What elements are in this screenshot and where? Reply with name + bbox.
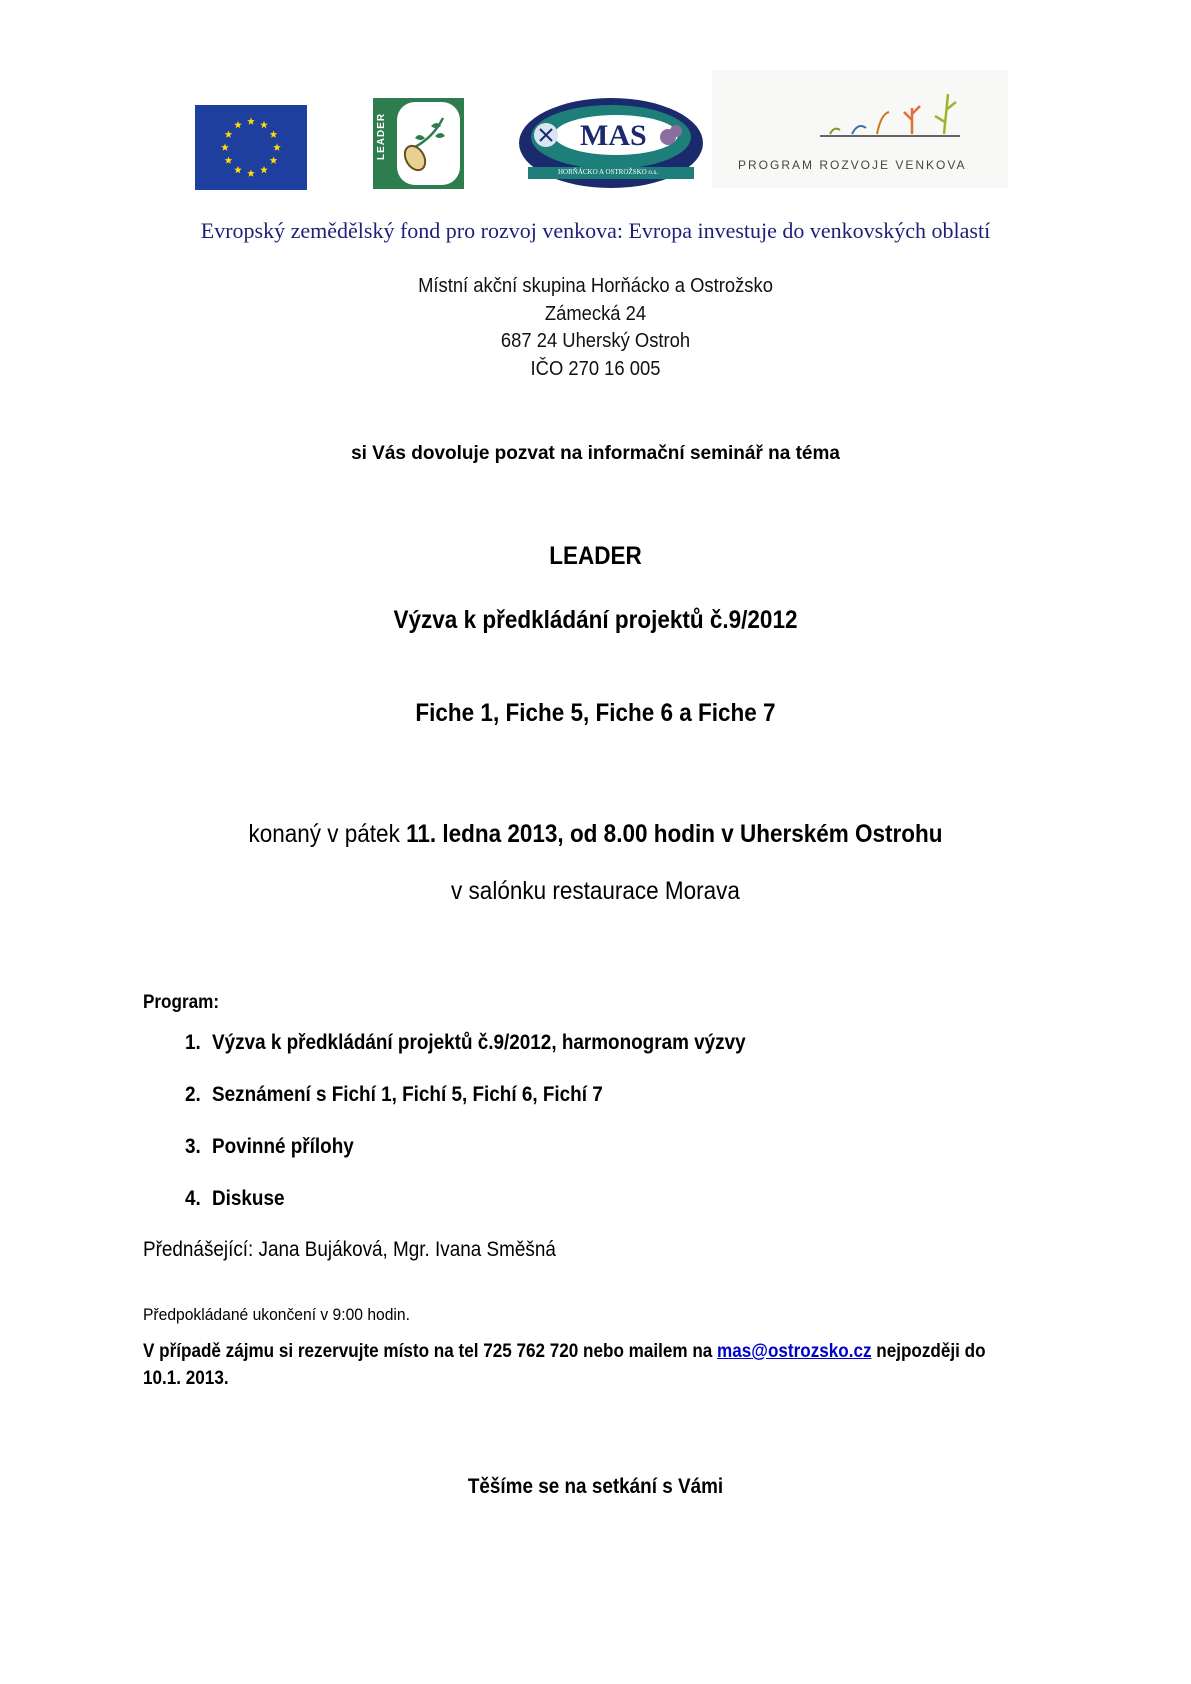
program-item-number: 2.	[185, 1083, 201, 1106]
program-item-number: 4.	[185, 1187, 201, 1210]
program-item	[185, 1083, 603, 1107]
organization-street: Zámecká 24	[544, 303, 647, 325]
mas-logo	[518, 97, 704, 189]
organization-city: 687 24 Uherský Ostroh	[500, 330, 691, 352]
organization-name: Místní akční skupina Horňácko a Ostrožsko	[418, 275, 773, 297]
leader-vertical-text: LEADER	[376, 112, 387, 160]
eu-flag-icon	[195, 105, 307, 190]
fiche-title: Fiche 1, Fiche 5, Fiche 6 a Fiche 7	[415, 699, 776, 727]
lecturers: Přednášející: Jana Bujáková, Mgr. Ivana Směšná	[143, 1238, 556, 1261]
reservation-deadline-text: nejpozději do	[871, 1341, 986, 1362]
program-item	[185, 1031, 746, 1055]
program-item-text: Povinné přílohy	[212, 1135, 354, 1158]
closing-text: Těšíme se na setkání s Vámi	[467, 1475, 724, 1498]
mas-subtitle: HORŇÁCKO A OSTROŽSKO o.s.	[558, 168, 659, 176]
eafrd-slogan: Evropský zemědělský fond pro rozvoj venkova: Evropa investuje do venkovských oblastí	[200, 218, 991, 243]
program-item-number: 3.	[185, 1135, 201, 1158]
event-date-place: 11. ledna 2013, od 8.00 hodin v Uherském Ostrohu	[406, 820, 943, 848]
program-item-text: Seznámení s Fichí 1, Fichí 5, Fichí 6, Fichí 7	[212, 1083, 603, 1106]
leader-logo-icon	[373, 98, 464, 189]
email-link[interactable]: mas@ostrozsko.cz	[717, 1341, 872, 1362]
reservation-deadline-date: 10.1. 2013.	[143, 1368, 229, 1389]
call-title: Výzva k předkládání projektů č.9/2012	[393, 606, 798, 634]
program-item-number: 1.	[185, 1031, 201, 1054]
prv-logo	[712, 70, 1008, 188]
reservation-line	[143, 1341, 986, 1363]
program-item	[185, 1187, 284, 1211]
organization-ico: IČO 270 16 005	[530, 358, 661, 380]
mas-text: MAS	[580, 119, 647, 152]
program-item-text: Výzva k předkládání projektů č.9/2012, harmonogram výzvy	[212, 1031, 746, 1054]
event-prefix: konaný v pátek	[248, 820, 407, 848]
event-venue: v salónku restaurace Morava	[451, 877, 740, 905]
program-item-text: Diskuse	[212, 1187, 285, 1210]
reservation-text: V případě zájmu si rezervujte místo na tel 725 762 720 nebo mailem na	[143, 1341, 718, 1362]
program-item	[185, 1135, 354, 1159]
prv-text: PROGRAM ROZVOJE VENKOVA	[738, 158, 967, 172]
program-label: Program:	[143, 992, 220, 1013]
leader-title: LEADER	[549, 542, 642, 570]
event-date-line	[60, 820, 1132, 849]
expected-end: Předpokládané ukončení v 9:00 hodin.	[143, 1305, 410, 1324]
invite-text: si Vás dovoluje pozvat na informační seminář na téma	[351, 443, 840, 464]
